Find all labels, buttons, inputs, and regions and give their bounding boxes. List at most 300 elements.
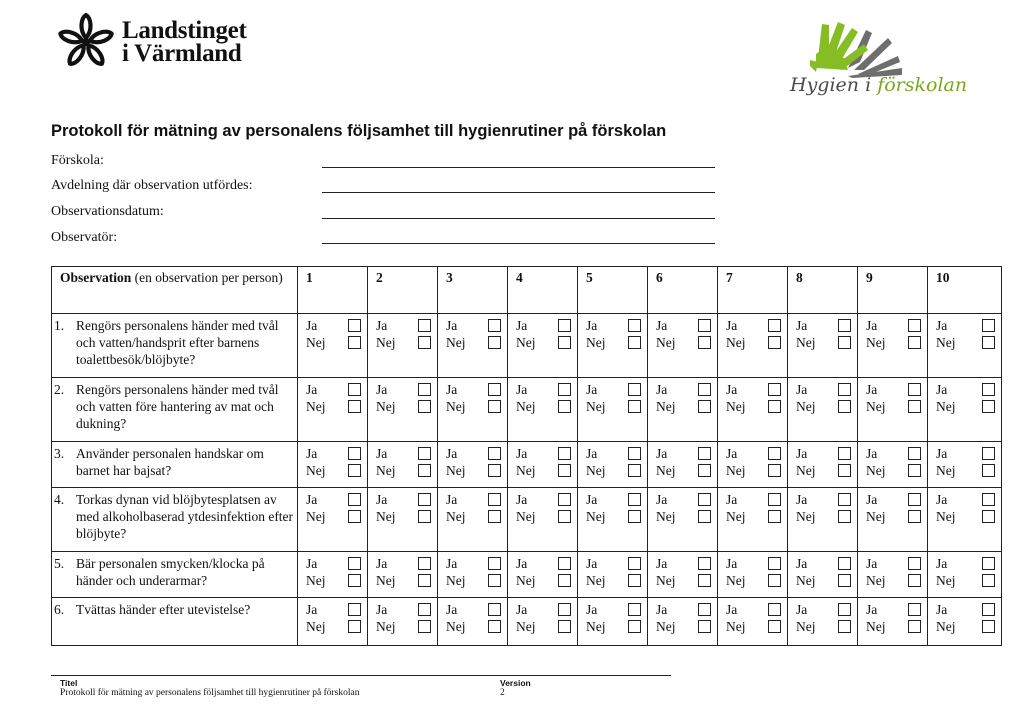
no-checkbox[interactable]	[982, 336, 995, 349]
no-checkbox[interactable]	[628, 336, 641, 349]
footer-title-value: Protokoll för mätning av personalens följsamhet till hygienrutiner på förskolan	[60, 688, 360, 698]
yes-checkbox[interactable]	[348, 493, 361, 506]
question-cell	[52, 552, 298, 598]
no-checkbox[interactable]	[558, 574, 571, 587]
column-header-2: 2	[368, 267, 438, 314]
answer-cell	[648, 552, 718, 598]
yes-checkbox[interactable]	[838, 383, 851, 396]
yes-checkbox[interactable]	[838, 319, 851, 332]
yes-checkbox[interactable]	[488, 447, 501, 460]
no-label: Nej	[866, 619, 886, 634]
yes-label: Ja	[936, 446, 948, 461]
answer-cell	[298, 488, 368, 552]
no-checkbox[interactable]	[418, 336, 431, 349]
answer-cell	[858, 552, 928, 598]
no-checkbox[interactable]	[418, 620, 431, 633]
answer-cell	[438, 442, 508, 488]
no-label: Nej	[376, 573, 396, 588]
answer-cell	[858, 442, 928, 488]
no-label: Nej	[936, 463, 956, 478]
column-header-8: 8	[788, 267, 858, 314]
answer-cell	[718, 598, 788, 646]
no-checkbox[interactable]	[768, 510, 781, 523]
column-header-7: 7	[718, 267, 788, 314]
yes-label: Ja	[446, 556, 458, 571]
yes-label: Ja	[376, 602, 388, 617]
yes-checkbox[interactable]	[838, 557, 851, 570]
answer-cell	[508, 378, 578, 442]
no-label: Nej	[376, 509, 396, 524]
no-label: Nej	[796, 335, 816, 350]
logo-word-hygien: Hygien i	[790, 74, 878, 96]
no-checkbox[interactable]	[418, 400, 431, 413]
field-line-observationsdatum[interactable]	[322, 218, 715, 219]
yes-label: Ja	[516, 492, 528, 507]
question-number: 5.	[54, 556, 65, 571]
no-label: Nej	[376, 399, 396, 414]
yes-checkbox[interactable]	[628, 319, 641, 332]
yes-checkbox[interactable]	[628, 447, 641, 460]
column-header-4: 4	[508, 267, 578, 314]
no-label: Nej	[866, 399, 886, 414]
no-checkbox[interactable]	[558, 510, 571, 523]
no-checkbox[interactable]	[558, 620, 571, 633]
answer-cell	[508, 488, 578, 552]
yes-label: Ja	[306, 556, 318, 571]
yes-checkbox[interactable]	[558, 383, 571, 396]
yes-checkbox[interactable]	[982, 557, 995, 570]
yes-checkbox[interactable]	[628, 603, 641, 616]
yes-checkbox[interactable]	[908, 493, 921, 506]
answer-cell	[368, 314, 438, 378]
yes-label: Ja	[796, 382, 808, 397]
yes-checkbox[interactable]	[698, 447, 711, 460]
no-label: Nej	[306, 573, 326, 588]
yes-checkbox[interactable]	[418, 319, 431, 332]
yes-checkbox[interactable]	[558, 447, 571, 460]
no-checkbox[interactable]	[768, 400, 781, 413]
yes-checkbox[interactable]	[698, 319, 711, 332]
no-checkbox[interactable]	[698, 574, 711, 587]
answer-cell	[858, 314, 928, 378]
yes-label: Ja	[586, 602, 598, 617]
no-checkbox[interactable]	[348, 336, 361, 349]
answer-cell	[578, 488, 648, 552]
answer-cell	[788, 598, 858, 646]
yes-label: Ja	[936, 382, 948, 397]
no-label: Nej	[586, 463, 606, 478]
question-cell	[52, 378, 298, 442]
answer-cell	[928, 598, 1002, 646]
yes-checkbox[interactable]	[418, 383, 431, 396]
answer-cell	[508, 442, 578, 488]
no-checkbox[interactable]	[348, 464, 361, 477]
yes-label: Ja	[936, 556, 948, 571]
field-label-observationsdatum: Observationsdatum:	[51, 204, 164, 219]
no-label: Nej	[726, 335, 746, 350]
no-checkbox[interactable]	[838, 620, 851, 633]
answer-cell	[578, 378, 648, 442]
no-label: Nej	[516, 619, 536, 634]
no-checkbox[interactable]	[982, 620, 995, 633]
yes-label: Ja	[936, 318, 948, 333]
no-label: Nej	[446, 509, 466, 524]
no-checkbox[interactable]	[838, 464, 851, 477]
field-label-avdelning: Avdelning där observation utfördes:	[51, 178, 253, 193]
yes-checkbox[interactable]	[908, 319, 921, 332]
yes-label: Ja	[796, 446, 808, 461]
question-cell	[52, 598, 298, 646]
yes-checkbox[interactable]	[488, 319, 501, 332]
no-label: Nej	[516, 399, 536, 414]
no-checkbox[interactable]	[558, 336, 571, 349]
no-label: Nej	[656, 573, 676, 588]
no-checkbox[interactable]	[698, 400, 711, 413]
column-header-6: 6	[648, 267, 718, 314]
answer-cell	[928, 378, 1002, 442]
no-checkbox[interactable]	[908, 620, 921, 633]
yes-checkbox[interactable]	[628, 557, 641, 570]
no-checkbox[interactable]	[348, 400, 361, 413]
column-header-10: 10	[928, 267, 1002, 314]
yes-checkbox[interactable]	[698, 493, 711, 506]
yes-checkbox[interactable]	[838, 603, 851, 616]
yes-checkbox[interactable]	[348, 447, 361, 460]
yes-label: Ja	[726, 382, 738, 397]
yes-label: Ja	[446, 492, 458, 507]
yes-label: Ja	[866, 318, 878, 333]
field-line-avdelning[interactable]	[322, 192, 715, 193]
yes-checkbox[interactable]	[418, 447, 431, 460]
field-line-observator[interactable]	[322, 243, 715, 244]
yes-checkbox[interactable]	[418, 557, 431, 570]
yes-checkbox[interactable]	[348, 557, 361, 570]
no-checkbox[interactable]	[698, 510, 711, 523]
yes-checkbox[interactable]	[768, 383, 781, 396]
answer-cell	[718, 488, 788, 552]
answer-cell	[648, 378, 718, 442]
yes-label: Ja	[586, 318, 598, 333]
no-label: Nej	[306, 509, 326, 524]
no-label: Nej	[586, 509, 606, 524]
no-label: Nej	[866, 573, 886, 588]
no-label: Nej	[796, 399, 816, 414]
no-label: Nej	[866, 509, 886, 524]
landstinget-logo	[56, 12, 247, 72]
answer-cell	[368, 442, 438, 488]
answer-cell	[648, 598, 718, 646]
no-label: Nej	[446, 619, 466, 634]
footer-divider	[51, 675, 671, 676]
yes-label: Ja	[306, 318, 318, 333]
answer-cell	[718, 378, 788, 442]
yes-checkbox[interactable]	[418, 493, 431, 506]
no-checkbox[interactable]	[488, 400, 501, 413]
no-label: Nej	[866, 463, 886, 478]
no-checkbox[interactable]	[982, 574, 995, 587]
yes-checkbox[interactable]	[348, 319, 361, 332]
yes-checkbox[interactable]	[488, 493, 501, 506]
yes-checkbox[interactable]	[488, 383, 501, 396]
no-checkbox[interactable]	[768, 620, 781, 633]
yes-checkbox[interactable]	[768, 447, 781, 460]
yes-label: Ja	[796, 556, 808, 571]
no-checkbox[interactable]	[768, 464, 781, 477]
no-checkbox[interactable]	[838, 510, 851, 523]
yes-checkbox[interactable]	[698, 557, 711, 570]
yes-label: Ja	[376, 446, 388, 461]
yes-checkbox[interactable]	[838, 493, 851, 506]
question-text: Bär personalen smycken/klocka på händer och underarmar?	[76, 556, 265, 588]
yes-label: Ja	[516, 382, 528, 397]
logo-text-line-2: i Värmland	[122, 40, 242, 67]
yes-checkbox[interactable]	[558, 557, 571, 570]
yes-label: Ja	[376, 318, 388, 333]
no-checkbox[interactable]	[982, 400, 995, 413]
no-label: Nej	[796, 463, 816, 478]
yes-checkbox[interactable]	[348, 603, 361, 616]
header-observation-note: (en observation per person)	[131, 270, 283, 285]
yes-checkbox[interactable]	[982, 319, 995, 332]
question-text: Torkas dynan vid blöjbytesplatsen av med alkoholbaserad ytdesinfektion efter blöjbyte?	[76, 492, 294, 541]
yes-checkbox[interactable]	[982, 603, 995, 616]
no-checkbox[interactable]	[768, 336, 781, 349]
no-checkbox[interactable]	[418, 510, 431, 523]
no-label: Nej	[446, 573, 466, 588]
yes-checkbox[interactable]	[418, 603, 431, 616]
no-checkbox[interactable]	[982, 464, 995, 477]
no-checkbox[interactable]	[348, 510, 361, 523]
no-checkbox[interactable]	[628, 620, 641, 633]
no-checkbox[interactable]	[698, 336, 711, 349]
no-label: Nej	[726, 619, 746, 634]
yes-checkbox[interactable]	[698, 383, 711, 396]
footer-version-label: Version	[500, 678, 531, 688]
no-checkbox[interactable]	[908, 574, 921, 587]
yes-label: Ja	[866, 382, 878, 397]
yes-checkbox[interactable]	[908, 447, 921, 460]
no-label: Nej	[726, 509, 746, 524]
yes-checkbox[interactable]	[558, 493, 571, 506]
yes-label: Ja	[866, 492, 878, 507]
question-cell	[52, 488, 298, 552]
answer-cell	[928, 314, 1002, 378]
column-header-3: 3	[438, 267, 508, 314]
hands-icon	[808, 18, 908, 78]
no-checkbox[interactable]	[908, 336, 921, 349]
no-checkbox[interactable]	[982, 510, 995, 523]
yes-checkbox[interactable]	[768, 603, 781, 616]
no-label: Nej	[936, 573, 956, 588]
no-checkbox[interactable]	[908, 464, 921, 477]
no-checkbox[interactable]	[488, 464, 501, 477]
answer-cell	[438, 598, 508, 646]
yes-label: Ja	[726, 318, 738, 333]
yes-label: Ja	[866, 602, 878, 617]
question-text: Rengörs personalens händer med tvål och vatten före hantering av mat och dukning?	[76, 382, 279, 431]
no-checkbox[interactable]	[838, 574, 851, 587]
yes-label: Ja	[656, 492, 668, 507]
no-checkbox[interactable]	[488, 620, 501, 633]
observation-table	[51, 266, 1002, 646]
yes-checkbox[interactable]	[908, 603, 921, 616]
footer-title-label: Titel	[60, 678, 78, 688]
no-label: Nej	[936, 399, 956, 414]
yes-label: Ja	[516, 602, 528, 617]
no-label: Nej	[446, 463, 466, 478]
answer-cell	[858, 378, 928, 442]
yes-label: Ja	[796, 492, 808, 507]
no-label: Nej	[446, 399, 466, 414]
table-row	[52, 378, 1002, 442]
flower-emblem-icon	[56, 12, 116, 72]
answer-cell	[858, 598, 928, 646]
no-checkbox[interactable]	[698, 464, 711, 477]
yes-label: Ja	[936, 602, 948, 617]
no-label: Nej	[656, 619, 676, 634]
yes-label: Ja	[306, 382, 318, 397]
yes-checkbox[interactable]	[348, 383, 361, 396]
answer-cell	[368, 598, 438, 646]
yes-checkbox[interactable]	[628, 493, 641, 506]
yes-checkbox[interactable]	[488, 557, 501, 570]
yes-checkbox[interactable]	[908, 383, 921, 396]
yes-checkbox[interactable]	[982, 447, 995, 460]
answer-cell	[298, 378, 368, 442]
no-checkbox[interactable]	[838, 400, 851, 413]
answer-cell	[368, 488, 438, 552]
yes-label: Ja	[656, 318, 668, 333]
no-checkbox[interactable]	[628, 464, 641, 477]
yes-checkbox[interactable]	[982, 383, 995, 396]
question-text: Rengörs personalens händer med tvål och vatten/handsprit efter barnens toalettbesök/blöjbyte?	[76, 318, 279, 367]
question-number: 3.	[54, 446, 65, 461]
yes-label: Ja	[726, 446, 738, 461]
no-checkbox[interactable]	[558, 400, 571, 413]
yes-checkbox[interactable]	[558, 319, 571, 332]
yes-checkbox[interactable]	[628, 383, 641, 396]
logo-word-forskolan: förskolan	[877, 74, 968, 96]
answer-cell	[438, 378, 508, 442]
yes-checkbox[interactable]	[768, 493, 781, 506]
answer-cell	[718, 552, 788, 598]
yes-label: Ja	[726, 492, 738, 507]
yes-label: Ja	[306, 446, 318, 461]
no-label: Nej	[516, 463, 536, 478]
field-line-forskola[interactable]	[322, 167, 715, 168]
answer-cell	[648, 314, 718, 378]
answer-cell	[508, 598, 578, 646]
no-label: Nej	[726, 399, 746, 414]
answer-cell	[788, 314, 858, 378]
no-checkbox[interactable]	[908, 510, 921, 523]
answer-cell	[438, 314, 508, 378]
hygien-i-forskolan-logo	[790, 18, 980, 102]
yes-label: Ja	[446, 446, 458, 461]
yes-checkbox[interactable]	[558, 603, 571, 616]
answer-cell	[578, 442, 648, 488]
table-row	[52, 314, 1002, 378]
yes-label: Ja	[656, 556, 668, 571]
no-label: Nej	[376, 335, 396, 350]
no-checkbox[interactable]	[488, 336, 501, 349]
yes-checkbox[interactable]	[908, 557, 921, 570]
no-checkbox[interactable]	[628, 574, 641, 587]
field-label-forskola: Förskola:	[51, 153, 104, 168]
yes-checkbox[interactable]	[698, 603, 711, 616]
answer-cell	[858, 488, 928, 552]
yes-label: Ja	[656, 602, 668, 617]
answer-cell	[718, 314, 788, 378]
no-checkbox[interactable]	[488, 574, 501, 587]
yes-label: Ja	[446, 382, 458, 397]
no-checkbox[interactable]	[418, 574, 431, 587]
answer-cell	[788, 378, 858, 442]
yes-label: Ja	[656, 382, 668, 397]
yes-label: Ja	[516, 318, 528, 333]
no-checkbox[interactable]	[838, 336, 851, 349]
no-label: Nej	[726, 463, 746, 478]
answer-cell	[298, 442, 368, 488]
no-label: Nej	[586, 399, 606, 414]
no-label: Nej	[516, 335, 536, 350]
yes-label: Ja	[516, 446, 528, 461]
no-label: Nej	[796, 509, 816, 524]
answer-cell	[648, 442, 718, 488]
no-checkbox[interactable]	[348, 620, 361, 633]
yes-label: Ja	[586, 556, 598, 571]
answer-cell	[508, 314, 578, 378]
yes-checkbox[interactable]	[982, 493, 995, 506]
no-label: Nej	[306, 619, 326, 634]
answer-cell	[438, 488, 508, 552]
yes-checkbox[interactable]	[768, 319, 781, 332]
no-label: Nej	[656, 509, 676, 524]
yes-label: Ja	[866, 556, 878, 571]
no-checkbox[interactable]	[908, 400, 921, 413]
yes-label: Ja	[516, 556, 528, 571]
yes-label: Ja	[586, 382, 598, 397]
yes-checkbox[interactable]	[488, 603, 501, 616]
answer-cell	[578, 598, 648, 646]
table-row	[52, 552, 1002, 598]
no-checkbox[interactable]	[488, 510, 501, 523]
no-checkbox[interactable]	[348, 574, 361, 587]
no-label: Nej	[516, 509, 536, 524]
no-label: Nej	[306, 335, 326, 350]
no-checkbox[interactable]	[558, 464, 571, 477]
no-checkbox[interactable]	[628, 400, 641, 413]
no-checkbox[interactable]	[628, 510, 641, 523]
no-label: Nej	[656, 463, 676, 478]
no-label: Nej	[376, 619, 396, 634]
no-checkbox[interactable]	[768, 574, 781, 587]
no-label: Nej	[866, 335, 886, 350]
no-checkbox[interactable]	[698, 620, 711, 633]
answer-cell	[928, 552, 1002, 598]
no-checkbox[interactable]	[418, 464, 431, 477]
no-label: Nej	[726, 573, 746, 588]
yes-label: Ja	[446, 602, 458, 617]
question-number: 1.	[54, 318, 65, 333]
answer-cell	[438, 552, 508, 598]
no-label: Nej	[796, 573, 816, 588]
answer-cell	[368, 552, 438, 598]
yes-label: Ja	[586, 492, 598, 507]
yes-checkbox[interactable]	[838, 447, 851, 460]
yes-checkbox[interactable]	[768, 557, 781, 570]
answer-cell	[298, 598, 368, 646]
